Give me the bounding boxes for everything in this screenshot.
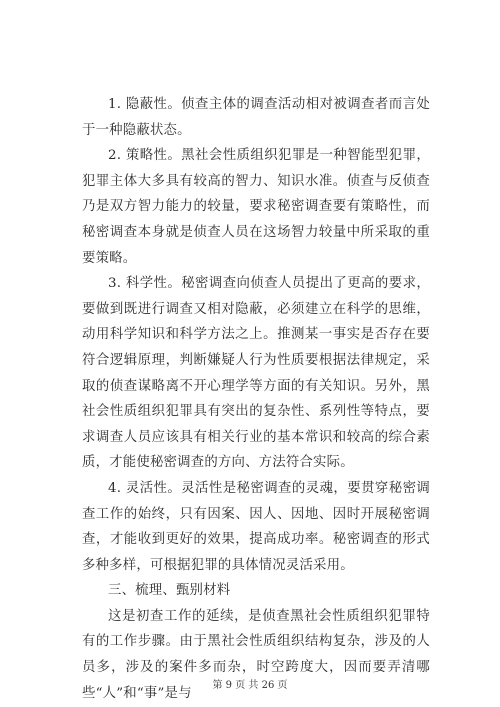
paragraph-science: 3. 科学性。秘密调查向侦查人员提出了更高的要求，要做到既进行调查又相对隐蔽，必须建立在科学的思维，动用科学知识和科学方法之上。推测某一事实是否存在要符合逻辑原理，判断嫌疑人行为性质要根据法律规定，采取的侦查谋略离不开心理学等方面的有关知识。另外，黑社会性质组织犯罪具有突出的复杂性、系列性等特点，要求调查人员应该具有相关行业的基本常识和较高的综合素质，才能使秘密调查的方向、方法符合实际。 [82, 276, 430, 471]
page-body [82, 92, 430, 706]
page-number-footer: 第 9 页 共 26 页 [212, 680, 288, 691]
section-heading: 三、梳理、甄别材料 [108, 583, 231, 599]
paragraph-review-materials: 这是初查工作的延续，是侦查黑社会性质组织犯罪特有的工作步骤。由于黑社会性质组织结构复杂，涉及的人员多，涉及的案件多而杂，时空跨度大，因而要弄清哪些“人”和“事”是与 [82, 608, 430, 701]
paragraph-concealment: 1. 隐蔽性。侦查主体的调查活动相对被调查者而言处于一种隐蔽状态。 [82, 97, 430, 138]
paragraph-strategy: 2. 策略性。黑社会性质组织犯罪是一种智能型犯罪，犯罪主体大多具有较高的智力、知识水准。侦查与反侦查乃是双方智力能力的较量，要求秘密调查要有策略性，而秘密调查本身就是侦查人员在这场智力较量中所采取的重要策略。 [82, 148, 430, 266]
paragraph-flexibility: 4. 灵活性。灵活性是秘密调查的灵魂，要贯穿秘密调查工作的始终，只有因案、因人、因地、因时开展秘密调查，才能收到更好的效果，提高成功率。秘密调查的形式多种多样，可根据犯罪的具体情况灵活采用。 [82, 480, 430, 573]
